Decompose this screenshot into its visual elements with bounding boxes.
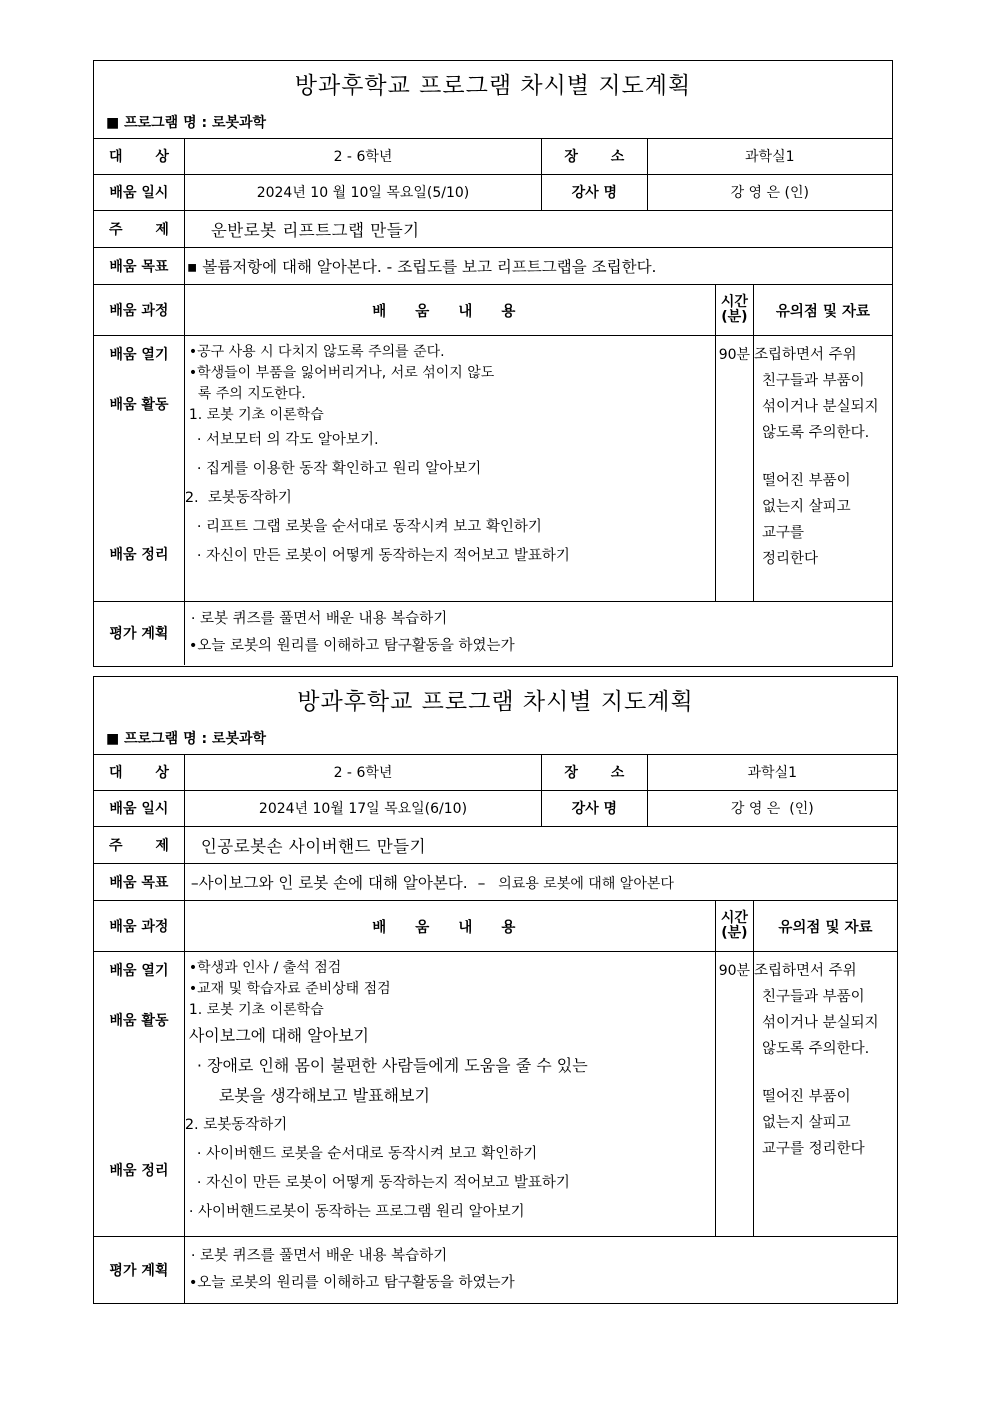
note-spacer (754, 446, 892, 468)
content-line: · 서보모터 의 각도 알아보기. (196, 432, 379, 448)
process-table (94, 284, 892, 665)
note-line: 정리한다 (761, 551, 818, 567)
target-label: 대 상 (94, 755, 184, 790)
content-line: 2. 로봇동작하기 (184, 490, 292, 506)
eval-cell (184, 1237, 897, 1303)
note-line: 없는지 살피고 (761, 1115, 851, 1131)
goal-label: 배움 목표 (94, 247, 184, 284)
content-line: •교재 및 학습자료 준비상태 점검 (188, 981, 391, 997)
stage-activity: 배움 활동 (109, 1013, 169, 1029)
eval-label: 평가 계획 (94, 1237, 184, 1303)
plan-title: 방과후학교 프로그램 차시별 지도계획 (297, 688, 694, 715)
content-line: 록 주의 지도한다. (188, 386, 306, 402)
note-line: 않도록 주의한다. (761, 425, 870, 441)
stage-column (94, 952, 184, 1237)
content-line: 1. 로봇 기초 이론학습 (188, 1002, 324, 1018)
date-label: 배움 일시 (94, 790, 184, 826)
content-line: 1. 로봇 기초 이론학습 (188, 407, 324, 423)
note-line: 조립하면서 주위 (753, 347, 857, 363)
content-line: · 리프트 그랩 로봇을 순서대로 동작시켜 보고 확인하기 (196, 519, 542, 535)
place-label: 장 소 (542, 139, 647, 174)
process-table (94, 900, 897, 1303)
plan-table (94, 755, 897, 900)
teacher-label: 강사 명 (542, 790, 647, 826)
plan-table (94, 139, 892, 284)
program-name: ■ 프로그램 명 : 로봇과학 (94, 721, 897, 755)
content-cell (184, 952, 715, 1237)
plan-title: 방과후학교 프로그램 차시별 지도계획 (294, 72, 692, 99)
date-label: 배움 일시 (94, 174, 184, 210)
subject-label: 주 제 (94, 826, 184, 863)
notes-cell (753, 952, 897, 1237)
program-name: ■ 프로그램 명 : 로봇과학 (94, 105, 892, 139)
content-line: 사이보그에 대해 알아보기 (188, 1026, 370, 1045)
note-line: 교구를 (761, 525, 804, 541)
notes-cell (753, 336, 892, 602)
process-label: 배움 과정 (94, 901, 184, 952)
teacher-value: 강 영 은 (인) (647, 790, 897, 826)
content-line: · 자신이 만든 로봇이 어떻게 동작하는지 적어보고 발표하기 (196, 1175, 570, 1191)
note-line: 섞이거나 분실되지 (761, 399, 879, 415)
target-value: 2 - 6학년 (184, 755, 541, 790)
notes-header: 유의점 및 자료 (753, 901, 897, 952)
note-line: 친구들과 부품이 (761, 989, 865, 1005)
content-line: · 사이버핸드로봇이 동작하는 프로그램 원리 알아보기 (188, 1204, 525, 1220)
date-value: 2024년 10 월 10일 목요일(5/10) (184, 174, 541, 210)
content-line: •학생들이 부품을 잃어버리거나, 서로 섞이지 않도 (188, 365, 495, 381)
note-line: 떨어진 부품이 (761, 1089, 851, 1105)
teacher-label: 강사 명 (542, 174, 647, 210)
time-value: 90분 (715, 336, 753, 602)
date-value: 2024년 10월 17일 목요일(6/10) (184, 790, 541, 826)
notes-header: 유의점 및 자료 (753, 285, 892, 336)
goal-cell (184, 863, 897, 900)
content-header: 배 움 내 용 (184, 901, 715, 952)
goal-label: 배움 목표 (94, 863, 184, 900)
target-value: 2 - 6학년 (184, 139, 541, 174)
goal-value-secondary: 의료용 로봇에 대해 알아본다 (498, 875, 674, 892)
place-label: 장 소 (542, 755, 647, 790)
content-line: · 집게를 이용한 동작 확인하고 원리 알아보기 (196, 461, 482, 477)
time-header: 시간 (분) (715, 285, 753, 336)
lesson-plan-2 (93, 676, 898, 1304)
content-header: 배 움 내 용 (184, 285, 715, 336)
content-cell (184, 336, 715, 602)
content-line: · 장애로 인해 몸이 불편한 사람들에게 도움을 줄 수 있는 (196, 1056, 588, 1075)
stage-open: 배움 열기 (109, 347, 169, 363)
note-line: 친구들과 부품이 (761, 373, 865, 389)
process-label: 배움 과정 (94, 285, 184, 336)
eval-line: •오늘 로봇의 원리를 이해하고 탐구활동을 하였는가 (188, 1274, 515, 1291)
note-line: 조립하면서 주위 (753, 963, 857, 979)
content-line: •공구 사용 시 다치지 않도록 주의를 준다. (188, 344, 445, 360)
content-line: · 자신이 만든 로봇이 어떻게 동작하는지 적어보고 발표하기 (196, 548, 570, 564)
place-value: 과학실1 (647, 139, 892, 174)
subject-value: 운반로봇 리프트그랩 만들기 (184, 210, 892, 247)
subject-value: 인공로봇손 사이버핸드 만들기 (184, 826, 897, 863)
eval-line: · 로봇 퀴즈를 풀면서 배운 내용 복습하기 (190, 1247, 448, 1264)
subject-label: 주 제 (94, 210, 184, 247)
content-line: •학생과 인사 / 출석 점검 (188, 960, 342, 976)
note-spacer (754, 1062, 897, 1084)
time-header: 시간 (분) (715, 901, 753, 952)
note-line: 섞이거나 분실되지 (761, 1015, 879, 1031)
note-line: 않도록 주의한다. (761, 1041, 870, 1057)
eval-cell (184, 602, 892, 665)
place-value: 과학실1 (647, 755, 897, 790)
goal-value: ▪ 볼륨저항에 대해 알아본다. - 조립도를 보고 리프트그랩을 조립한다. (184, 247, 892, 284)
stage-close: 배움 정리 (109, 1163, 169, 1179)
eval-line: · 로봇 퀴즈를 풀면서 배운 내용 복습하기 (190, 611, 448, 628)
stage-activity: 배움 활동 (109, 397, 169, 413)
note-line: 교구를 정리한다 (761, 1141, 865, 1157)
stage-open: 배움 열기 (109, 963, 169, 979)
stage-column (94, 336, 184, 602)
note-line: 없는지 살피고 (761, 499, 851, 515)
goal-value: –사이보그와 인 로봇 손에 대해 알아본다. – (190, 873, 486, 892)
content-line: · 사이버핸드 로봇을 순서대로 동작시켜 보고 확인하기 (196, 1146, 538, 1162)
content-line: 2. 로봇동작하기 (184, 1117, 288, 1133)
eval-label: 평가 계획 (94, 602, 184, 665)
content-line: 로봇을 생각해보고 발표해보기 (218, 1086, 430, 1105)
stage-close: 배움 정리 (109, 547, 169, 563)
teacher-value: 강 영 은 (인) (647, 174, 892, 210)
time-value: 90분 (715, 952, 753, 1237)
eval-line: •오늘 로봇의 원리를 이해하고 탐구활동을 하였는가 (188, 638, 515, 655)
target-label: 대 상 (94, 139, 184, 174)
lesson-plan-1 (93, 60, 893, 667)
note-line: 떨어진 부품이 (761, 473, 851, 489)
